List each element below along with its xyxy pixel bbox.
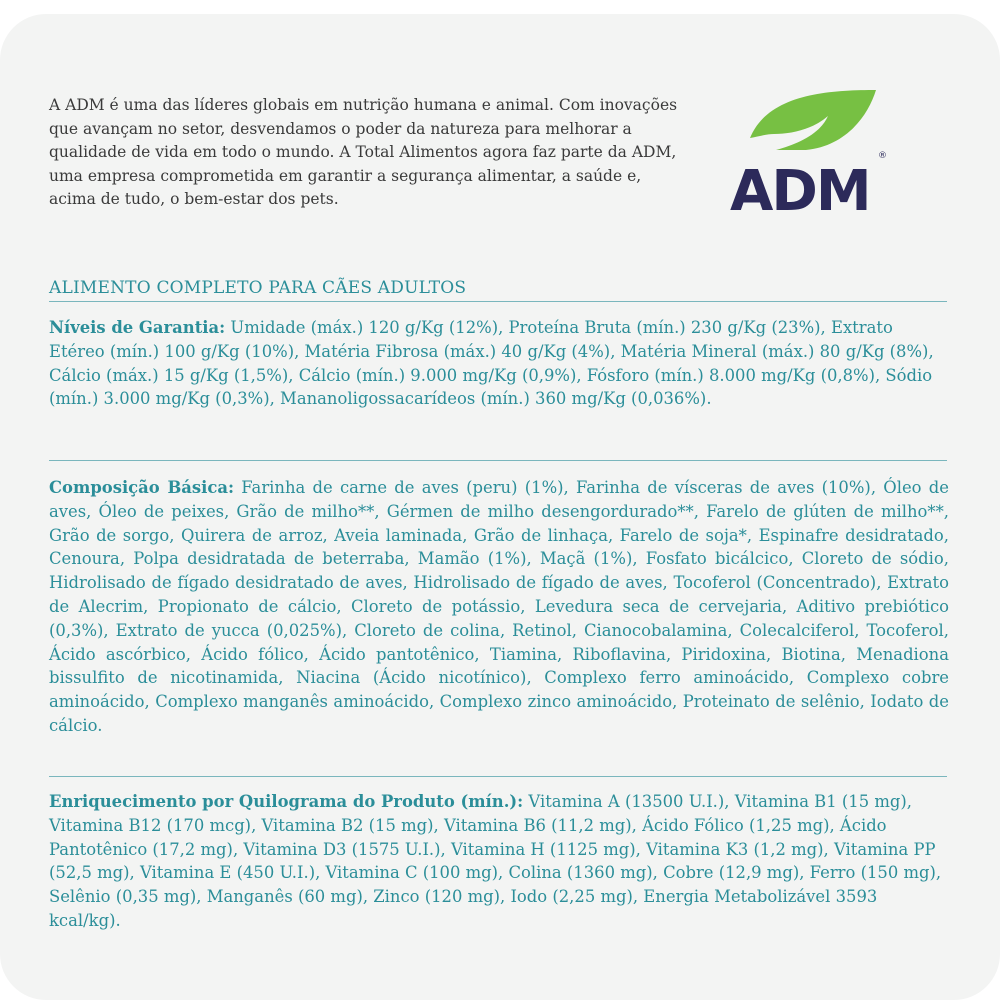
divider <box>49 460 947 461</box>
divider <box>49 776 947 777</box>
composition-label: Composição Básica: <box>49 478 235 497</box>
guarantee-levels <box>49 316 949 411</box>
label-card <box>0 14 1000 1000</box>
enrichment-label: Enriquecimento por Quilograma do Produto (mín.): <box>49 792 524 811</box>
adm-wordmark-text: ADM <box>730 159 870 218</box>
basic-composition <box>49 476 949 738</box>
enrichment-per-kg <box>49 790 949 933</box>
guarantee-text: Umidade (máx.) 120 g/Kg (12%), Proteína Bruta (mín.) 230 g/Kg (23%), Extrato Etéreo (mín.) 100 g/Kg (10%), Matéria Fibrosa (máx.) 40 g/Kg (4%), Matéria Mineral (máx.) 80 g/Kg (8%), Cálcio (máx.) 15 g/Kg (1,5%), Cálcio (mín.) 9.000 mg/Kg (0,9%), Fósforo (mín.) 8.000 mg/Kg (0,8%), Sódio (mín.) 3.000 mg/Kg (0,3%), Mananoligossacarídeos (mín.) 360 mg/Kg (0,036%). <box>49 318 934 409</box>
divider <box>49 301 947 302</box>
enrichment-text: Vitamina A (13500 U.I.), Vitamina B1 (15 mg), Vitamina B12 (170 mcg), Vitamina B2 (15 mg), Vitamina B6 (11,2 mg), Ácido Fólico (1,25 mg), Ácido Pantotênico (17,2 mg), Vitamina D3 (1575 U.I.), Vitamina H (1125 mg), Vitamina K3 (1,2 mg), Vitamina PP (52,5 mg), Vitamina E (450 U.I.), Vitamina C (100 mg), Colina (1360 mg), Cobre (12,9 mg), Ferro (150 mg), Selênio (0,35 mg), Manganês (60 mg), Zinco (120 mg), Iodo (2,25 mg), Energia Metabolizável 3593 kcal/kg). <box>49 792 942 930</box>
guarantee-label: Níveis de Garantia: <box>49 318 226 337</box>
registered-mark: ® <box>878 151 887 161</box>
adm-wordmark <box>728 86 890 218</box>
intro-paragraph: A ADM é uma das líderes globais em nutrição humana e animal. Com inovações que avançam no setor, desvendamos o poder da natureza para melhorar a qualidade de vida em todo o mundo. A Total Alimentos agora faz parte da ADM, uma empresa comprometida em garantir a segurança alimentar, a saúde e, acima de tudo, o bem-estar dos pets. <box>49 96 678 208</box>
composition-text: Farinha de carne de aves (peru) (1%), Farinha de vísceras de aves (10%), Óleo de aves, Óleo de peixes, Grão de milho**, Gérmen de milho desengordurado**, Farelo de glúten de milho**, Grão de sorgo, Quirera de arroz, Aveia laminada, Grão de linhaça, Farelo de soja*, Espinafre desidratado, Cenoura, Polpa desidratada de beterraba, Mamão (1%), Maçã (1%), Fosfato bicálcico, Cloreto de sódio, Hidrolisado de fígado desidratado de aves, Hidrolisado de fígado de aves, Tocoferol (Concentrado), Extrato de Alecrim, Propionato de cálcio, Cloreto de potássio, Levedura seca de cervejaria, Aditivo prebiótico (0,3%), Extrato de yucca (0,025%), Cloreto de colina, Retinol, Cianocobalamina, Colecalciferol, Tocoferol, Ácido ascórbico, Ácido fólico, Ácido pantotênico, Tiamina, Riboflavina, Piridoxina, Biotina, Menadiona bissulfito de nicotinamida, Niacina (Ácido nicotínico), Complexo ferro aminoácido, Complexo cobre aminoácido, Complexo manganês aminoácido, Complexo zinco aminoácido, Proteinato de selênio, Iodato de cálcio. <box>49 478 949 735</box>
section-title: ALIMENTO COMPLETO PARA CÃES ADULTOS <box>49 278 467 298</box>
adm-logo <box>728 86 890 218</box>
